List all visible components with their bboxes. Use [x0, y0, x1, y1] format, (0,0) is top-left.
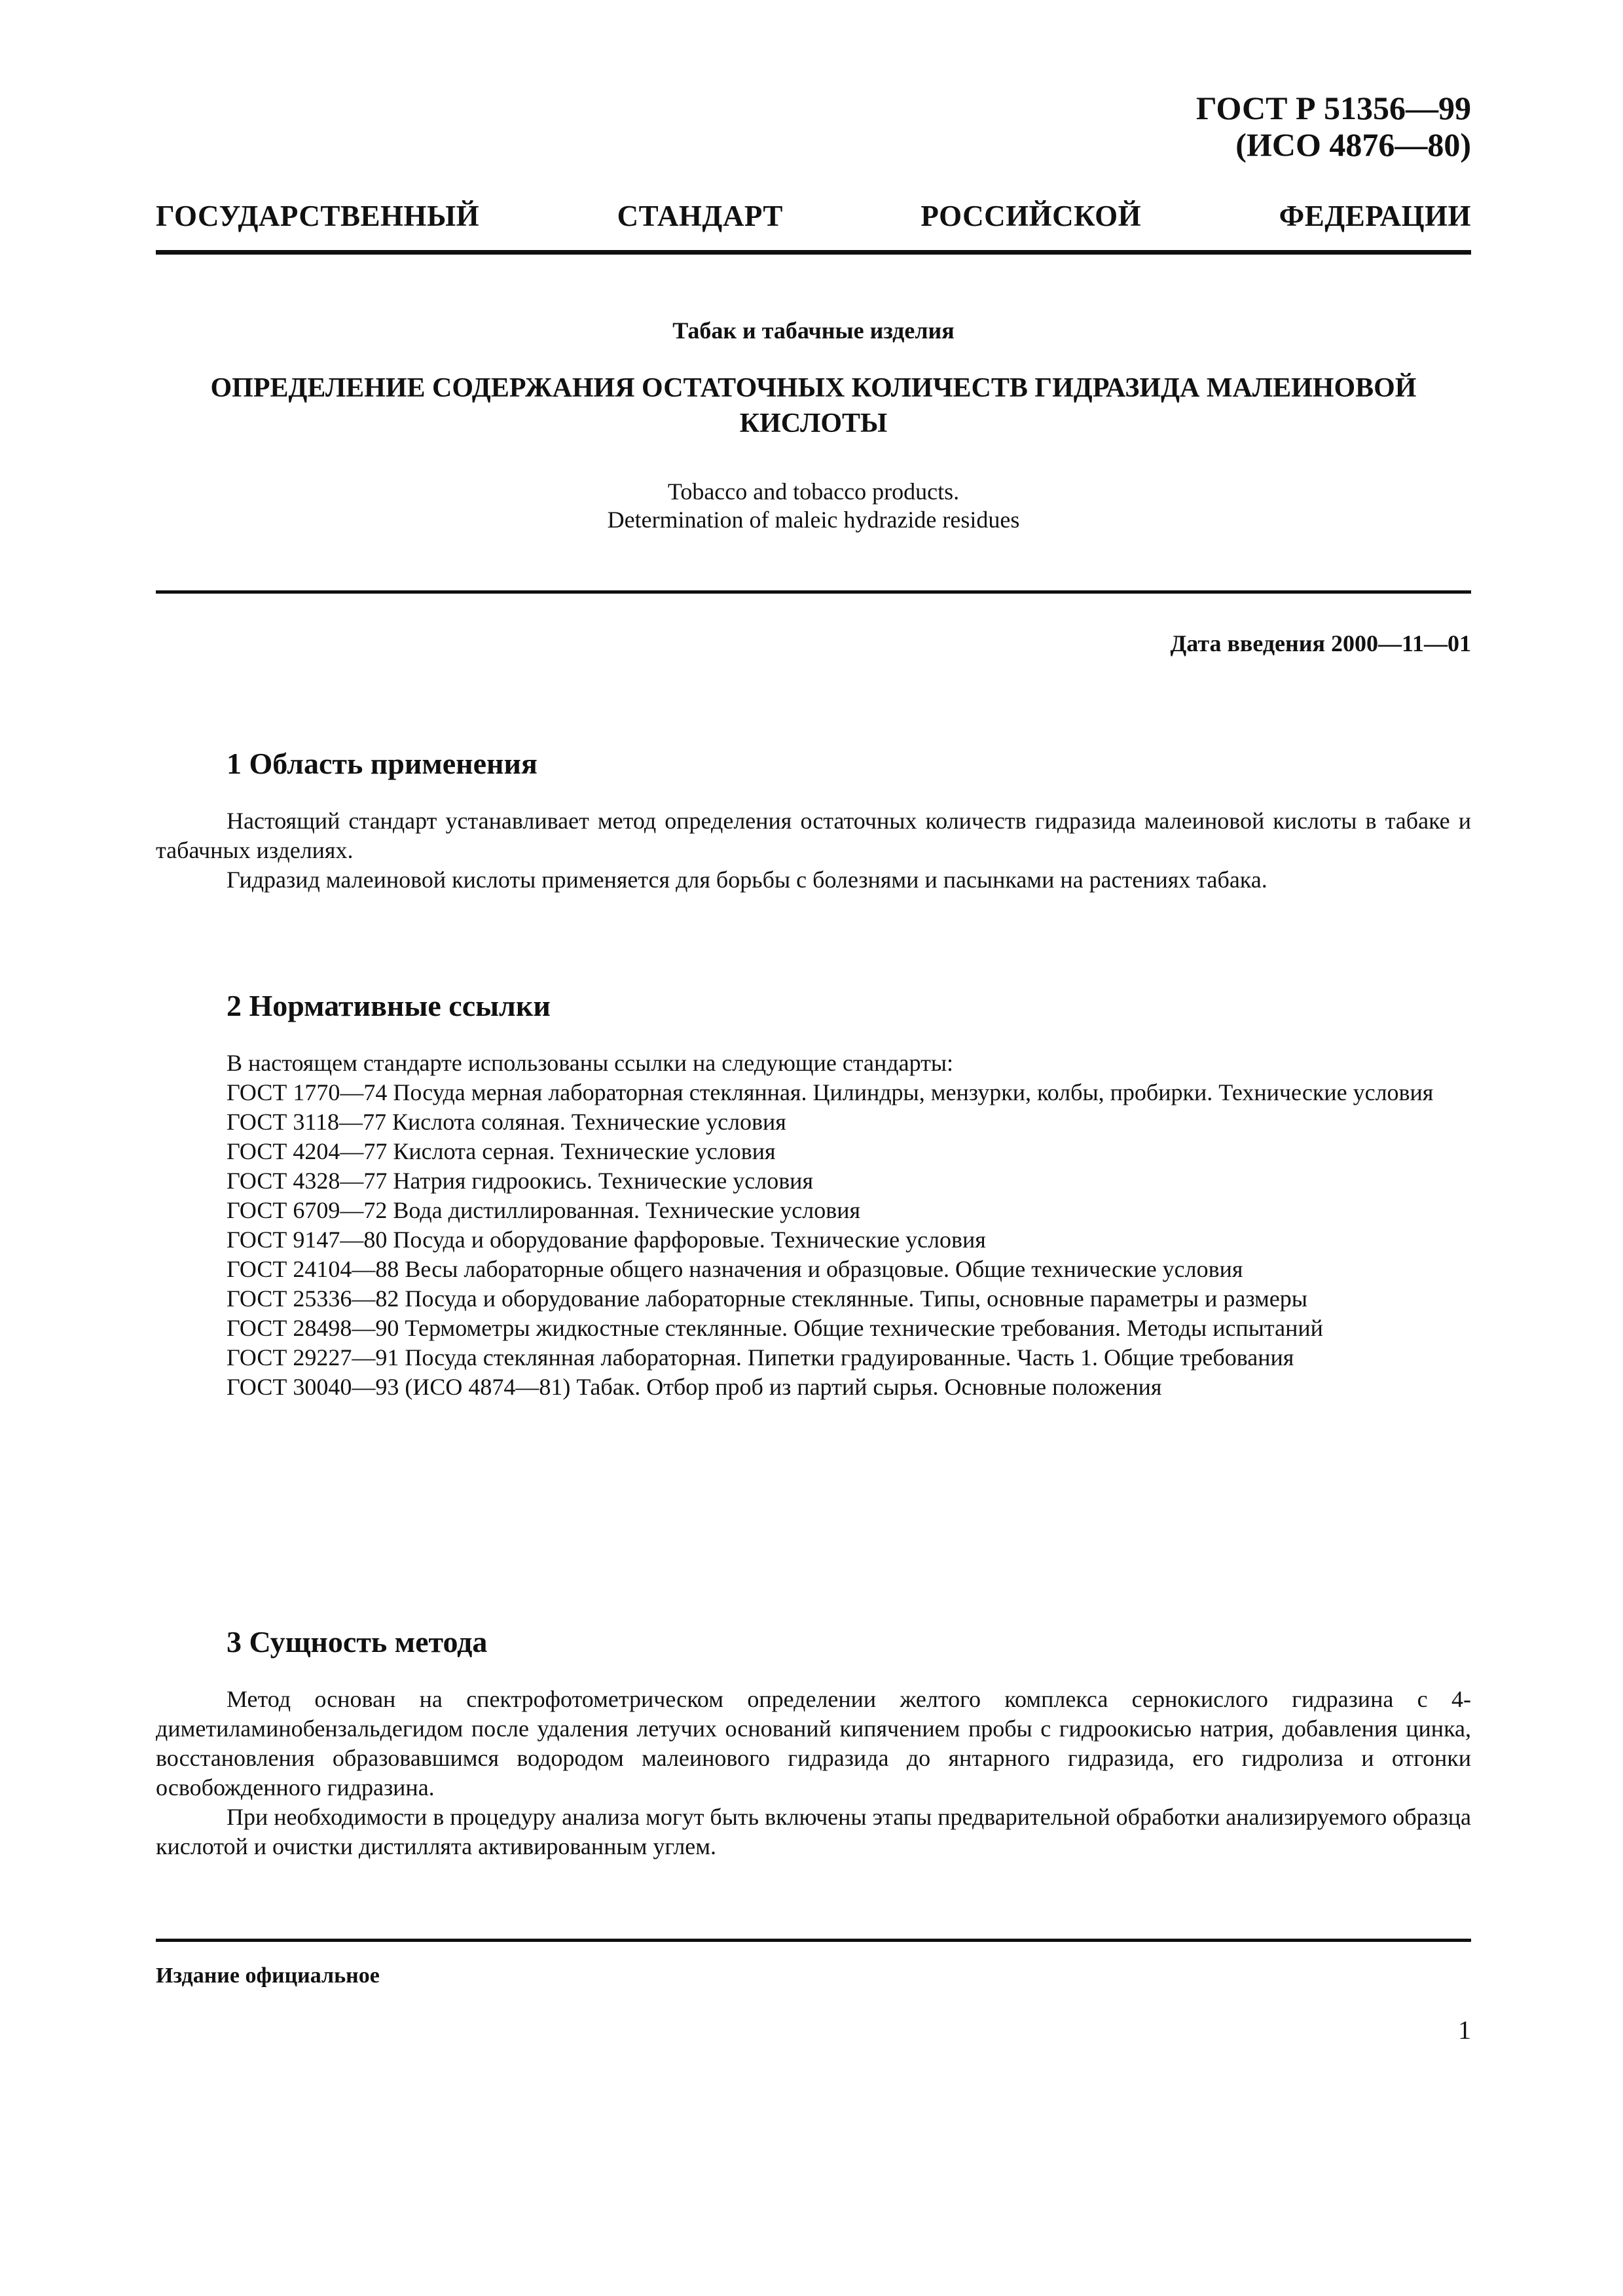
- reference-item: ГОСТ 24104—88 Весы лабораторные общего назначения и образцовые. Общие технические условия: [227, 1256, 1243, 1282]
- introduction-date: Дата введения 2000—11—01: [1170, 630, 1471, 656]
- section-1-heading: 1 Область применения: [227, 747, 538, 780]
- section-2-heading: 2 Нормативные ссылки: [227, 989, 551, 1022]
- state-standard-title: ГОСУДАРСТВЕННЫЙ СТАНДАРТ РОССИЙСКОЙ ФЕДЕРАЦИИ: [156, 200, 1471, 232]
- document-title-line-1: ОПРЕДЕЛЕНИЕ СОДЕРЖАНИЯ ОСТАТОЧНЫХ КОЛИЧЕСТВ ГИДРАЗИДА МАЛЕИНОВОЙ: [210, 373, 1417, 403]
- iso-number: (ИСО 4876—80): [1235, 126, 1471, 163]
- english-title: [156, 478, 1471, 534]
- references-intro: В настоящем стандарте использованы ссылки на следующие стандарты:: [227, 1050, 954, 1076]
- footer-divider: [156, 1939, 1471, 1942]
- page-number: 1: [1458, 2015, 1471, 2045]
- reference-item: ГОСТ 25336—82 Посуда и оборудование лабораторные стеклянные. Типы, основные параметры и размеры: [227, 1285, 1307, 1312]
- reference-item: ГОСТ 3118—77 Кислота соляная. Технические условия: [227, 1109, 786, 1135]
- reference-item: ГОСТ 4328—77 Натрия гидроокись. Технические условия: [227, 1168, 814, 1194]
- reference-item: ГОСТ 1770—74 Посуда мерная лабораторная стеклянная. Цилиндры, мензурки, колбы, пробирки. Технические условия: [227, 1079, 1434, 1105]
- normative-references-list: [156, 1049, 1471, 1402]
- section-1-paragraph-1: Настоящий стандарт устанавливает метод определения остаточных количеств гидразида малеиновой кислоты в табаке и табачных изделиях.: [156, 808, 1471, 863]
- reference-item: ГОСТ 29227—91 Посуда стеклянная лабораторная. Пипетки градуированные. Часть 1. Общие требования: [227, 1344, 1294, 1371]
- reference-item: ГОСТ 30040—93 (ИСО 4874—81) Табак. Отбор проб из партий сырья. Основные положения: [227, 1374, 1162, 1400]
- title-divider: [156, 590, 1471, 594]
- section-3-body: [156, 1685, 1471, 1861]
- section-3-paragraph-2: При необходимости в процедуру анализа могут быть включены этапы предварительной обработки анализируемого образца кислотой и очистки дистиллята активированным углем.: [156, 1804, 1471, 1859]
- reference-item: ГОСТ 6709—72 Вода дистиллированная. Технические условия: [227, 1197, 861, 1223]
- document-title-line-2: КИСЛОТЫ: [739, 408, 888, 439]
- english-title-line-2: Determination of maleic hydrazide residues: [607, 507, 1020, 533]
- section-3-paragraph-1: Метод основан на спектрофотометрическом определении желтого комплекса сернокислого гидразина с 4-диметиламинобензальдегидом после удаления летучих оснований кипячением пробы с гидроокисью натрия, добавления цинка, восстановления образовавшимся водородом малеинового гидразида до янтарного гидразида, его гидролиза и отгонки освобожденного гидразина.: [156, 1686, 1471, 1801]
- section-3-heading: 3 Сущность метода: [227, 1625, 488, 1659]
- section-1-body: [156, 806, 1471, 895]
- section-1-paragraph-2: Гидразид малеиновой кислоты применяется для борьбы с болезнями и пасынками на растениях табака.: [227, 867, 1267, 893]
- reference-item: ГОСТ 4204—77 Кислота серная. Технические условия: [227, 1138, 776, 1164]
- gost-number: ГОСТ Р 51356—99: [1195, 90, 1471, 126]
- reference-item: ГОСТ 28498—90 Термометры жидкостные стеклянные. Общие технические требования. Методы испытаний: [227, 1315, 1323, 1341]
- document-subtitle: Табак и табачные изделия: [672, 317, 955, 344]
- reference-item: ГОСТ 9147—80 Посуда и оборудование фарфоровые. Технические условия: [227, 1227, 986, 1253]
- english-title-line-1: Tobacco and tobacco products.: [667, 478, 960, 505]
- document-title: [156, 370, 1471, 441]
- edition-label: Издание официальное: [156, 1964, 380, 1988]
- header-divider: [156, 250, 1471, 255]
